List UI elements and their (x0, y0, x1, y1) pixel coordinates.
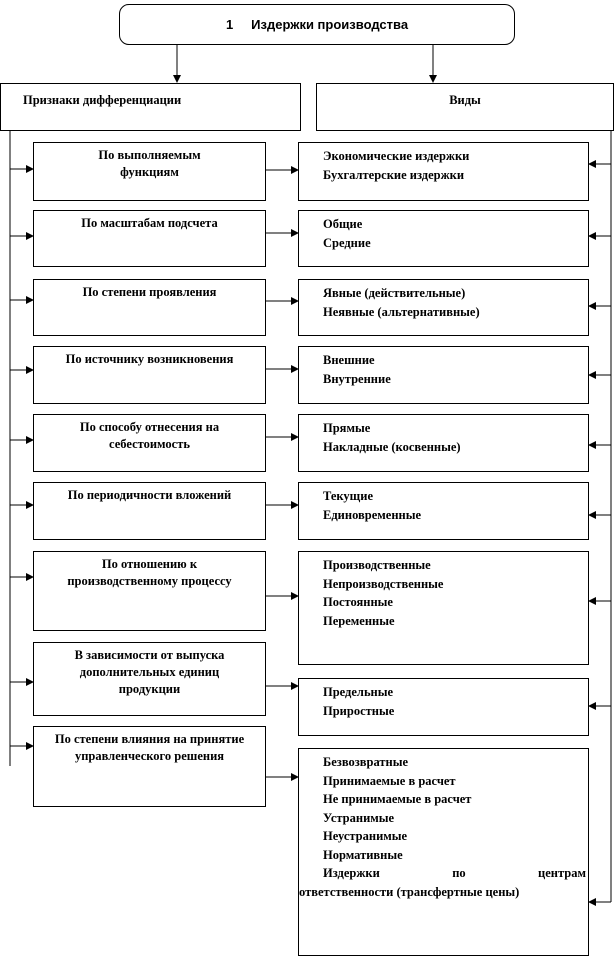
right-header (316, 83, 614, 131)
type-item: Неустранимые (323, 829, 408, 843)
criterion-line: продукции (118, 682, 181, 696)
criterion-box-4 (33, 346, 266, 404)
type-item: Внутренние (323, 371, 391, 386)
type-item: Неявные (альтернативные) (323, 304, 480, 319)
type-item: Экономические издержки (323, 149, 470, 163)
type-item: Внешние (323, 353, 375, 367)
type-item: Устранимые (323, 810, 395, 825)
criterion-box-3 (33, 279, 266, 336)
criterion-box-8 (33, 642, 266, 716)
type-item: Переменные (323, 613, 395, 628)
title-box (119, 4, 515, 45)
types-box-5 (298, 414, 589, 472)
criterion-box-7 (33, 551, 266, 631)
type-item: Явные (действительные) (323, 286, 466, 300)
types-box-7 (298, 551, 589, 665)
type-item: Единовременные (323, 507, 422, 522)
criterion-line: По источнику возникновения (65, 352, 234, 366)
type-item: Средние (323, 235, 371, 250)
criterion-box-1 (33, 142, 266, 201)
types-box-8 (298, 678, 589, 736)
criterion-box-5 (33, 414, 266, 472)
criterion-line: дополнительных единиц (79, 665, 220, 679)
types-box-1 (298, 142, 589, 201)
criterion-line: производственному процессу (67, 574, 232, 588)
type-item-split (323, 864, 588, 883)
criterion-line: По степени проявления (82, 285, 217, 299)
type-item: Безвозвратные (323, 755, 409, 769)
type-item: Приростные (323, 703, 395, 718)
criterion-line: По степени влияния на принятие (54, 732, 245, 746)
type-item: Непроизводственные (323, 576, 444, 591)
left-header-label: Признаки дифференциации (23, 93, 182, 107)
type-item: Бухгалтерские издержки (323, 167, 465, 182)
type-item: Постоянные (323, 595, 393, 609)
types-box-9 (298, 748, 589, 956)
type-item: Прямые (323, 421, 371, 435)
type-item: Принимаемые в расчет (323, 773, 456, 788)
types-box-6 (298, 482, 589, 540)
criterion-line: По масштабам подсчета (81, 216, 218, 230)
criterion-box-9 (33, 726, 266, 807)
right-header-label: Виды (449, 93, 481, 107)
type-item-word: по (452, 866, 466, 880)
type-item-word: центрам (538, 866, 586, 880)
left-header (0, 83, 301, 131)
title-number: 1 (225, 17, 234, 32)
type-item-continuation: ответственности (трансфертные цены) (299, 884, 520, 899)
types-box-3 (298, 279, 589, 336)
title-text: Издержки производства (251, 17, 409, 32)
type-item-word: Издержки (323, 866, 380, 880)
type-item: Текущие (323, 489, 373, 503)
criterion-line: В зависимости от выпуска (74, 648, 225, 662)
type-item: Производственные (323, 558, 431, 572)
criterion-box-2 (33, 210, 266, 267)
criterion-line: По периодичности вложений (67, 488, 232, 502)
criterion-line: По отношению к (101, 557, 198, 571)
criterion-line: По выполняемым (98, 148, 201, 162)
types-box-2 (298, 210, 589, 267)
type-item: Общие (323, 217, 363, 231)
criterion-line: функциям (120, 165, 179, 179)
types-box-4 (298, 346, 589, 404)
type-item: Не принимаемые в расчет (323, 792, 472, 806)
criterion-line: управленческого решения (74, 749, 225, 763)
criterion-line: По способу отнесения на (79, 420, 220, 434)
criterion-line: себестоимость (109, 437, 190, 451)
criterion-box-6 (33, 482, 266, 540)
type-item: Накладные (косвенные) (323, 439, 461, 454)
type-item: Предельные (323, 685, 394, 699)
type-item: Нормативные (323, 847, 403, 862)
